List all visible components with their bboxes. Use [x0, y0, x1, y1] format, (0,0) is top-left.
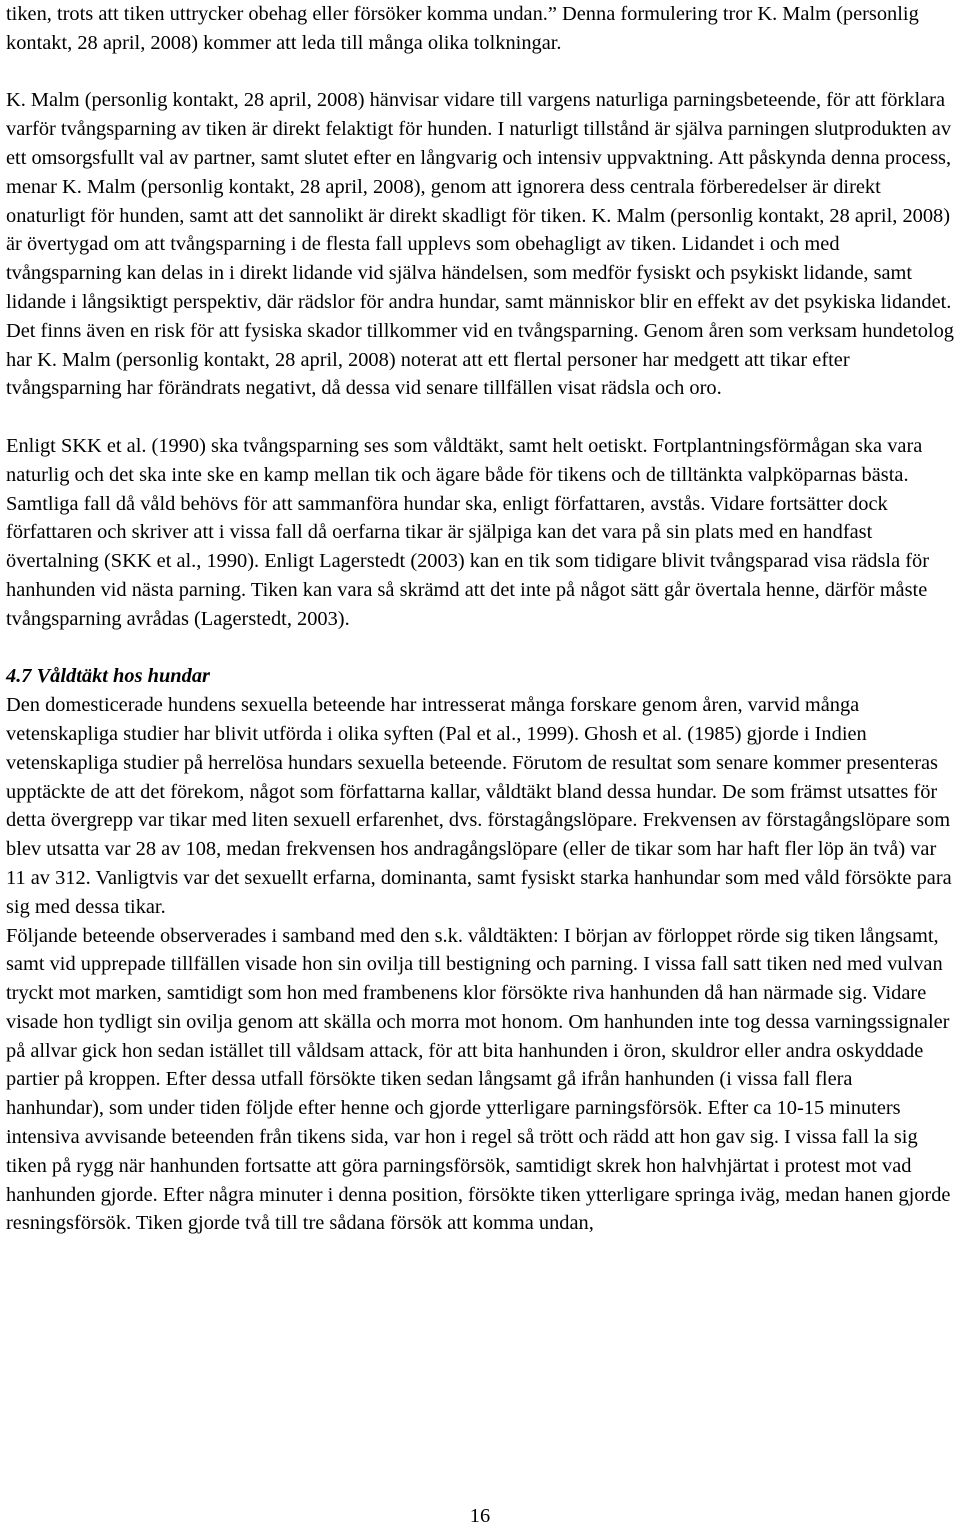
paragraph-5: Följande beteende observerades i samband med den s.k. våldtäkten: I början av förloppet rörde sig tiken långsamt, samt vid upprepade tillfällen visade hon sin ovilja till bestigning och parning. I vissa fall satt tiken ned med vulvan tryckt mot marken, samtidigt som hon med frambenens klor försökte riva hanhunden då han närmade sig. Vidare visade hon tydligt sin ovilja genom att skälla och morra mot honom. Om hanhunden inte tog dessa varningssignaler på allvar gick hon sedan istället till våldsam attack, för att bita hanhunden i öron, skuldror eller andra oskyddade partier på kroppen. Efter dessa utfall försökte tiken sedan långsamt gå ifrån hanhunden (i vissa fall flera hanhundar), som under tiden följde efter henne och gjorde ytterligare parningsförsök. Efter ca 10-15 minuters intensiva avvisande beteenden från tikens sida, var hon i regel så trött och rädd att hon gav sig. I vissa fall la sig tiken på rygg när hanhunden fortsatte att göra parningsförsök, samtidigt skrek hon halvhjärtat i protest mot vad hanhunden gjorde. Efter några minuter i denna position, försökte tiken ytterligare springa iväg, medan hanen gjorde resningsförsök. Tiken gjorde två till tre sådana försök att komma undan,	[6, 924, 951, 1235]
paragraph-4: Den domesticerade hundens sexuella beteende har intresserat många forskare genom åren, varvid många vetenskapliga studier har blivit utförda i olika syften (Pal et al., 1999). Ghosh et al. (1985) gjorde i Indien vetenskapliga studier på herrelösa hundars sexuella beteende. Förutom de resultat som senare kommer presenteras upptäckte de att det förekom, något som författarna kallar, våldtäkt bland dessa hundar. De som främst utsattes för detta övergrepp var tikar med liten sexuell erfarenhet, dvs. förstagångslöpare. Frekvensen av förstagångslöpare som blev utsatta var 28 av 108, medan frekvensen hos andragångslöpare (eller de tikar som har haft fler löp än två) var 11 av 312. Vanligtvis var det sexuellt erfarna, dominanta, samt fysiskt starka hanhundar som med våld försökte para sig med dessa tikar.	[6, 694, 952, 918]
paragraph-1: tiken, trots att tiken uttrycker obehag eller försöker komma undan.” Denna formulering tror K. Malm (personlig kontakt, 28 april, 2008) kommer att leda till många olika tolkningar.	[6, 3, 919, 54]
paragraph-2: K. Malm (personlig kontakt, 28 april, 2008) hänvisar vidare till vargens naturliga parningsbeteende, för att förklara varför tvångsparning av tiken är direkt felaktigt för hunden. I naturligt tillstånd är själva parningen slutprodukten av ett omsorgsfullt val av partner, samt slutet efter en långvarig och intensiv uppvaktning. Att påskynda denna process, menar K. Malm (personlig kontakt, 28 april, 2008), genom att ignorera dess centrala förberedelser är direkt onaturligt för hunden, samt att det sannolikt är direkt skadligt för tiken. K. Malm (personlig kontakt, 28 april, 2008) är övertygad om att tvångsparning i de flesta fall upplevs som obehagligt av tiken. Lidandet i och med tvångsparning kan delas in i direkt lidande vid själva händelsen, som medför fysiskt och psykiskt lidande, samt lidande i långsiktigt perspektiv, där rädslor för andra hundar, samt människor blir en effekt av det psykiska lidandet. Det finns även en risk för att fysiska skador tillkommer vid en tvångsparning. Genom åren som verksam hundetolog har K. Malm (personlig kontakt, 28 april, 2008) noterat att ett flertal personer har medgett att tikar efter tvångsparning har förändrats negativt, då dessa vid senare tillfällen visat rädsla och oro.	[6, 89, 954, 400]
document-page	[6, 0, 954, 1238]
page-number: 16	[469, 1505, 491, 1527]
paragraph-spacer	[6, 634, 954, 663]
paragraph-spacer	[6, 58, 954, 87]
paragraph-spacer	[6, 403, 954, 432]
section-heading: 4.7 Våldtäkt hos hundar	[6, 665, 210, 688]
paragraph-3: Enligt SKK et al. (1990) ska tvångsparning ses som våldtäkt, samt helt oetiskt. Fortplantningsförmågan ska vara naturlig och det ska inte ske en kamp mellan tik och ägare både för tikens och de tilltänkta valpköparnas bästa. Samtliga fall då våld behövs för att sammanföra hundar ska, enligt författaren, avstås. Vidare fortsätter dock författaren och skriver att i vissa fall då oerfarna tikar är själpiga kan det vara på sin plats med en handfast övertalning (SKK et al., 1990). Enligt Lagerstedt (2003) kan en tik som tidigare blivit tvångsparad visa rädsla för hanhunden vid nästa parning. Tiken kan vara så skrämd att det inte på något sätt går övertala henne, därför måste tvångsparning avrådas (Lagerstedt, 2003).	[6, 434, 930, 630]
